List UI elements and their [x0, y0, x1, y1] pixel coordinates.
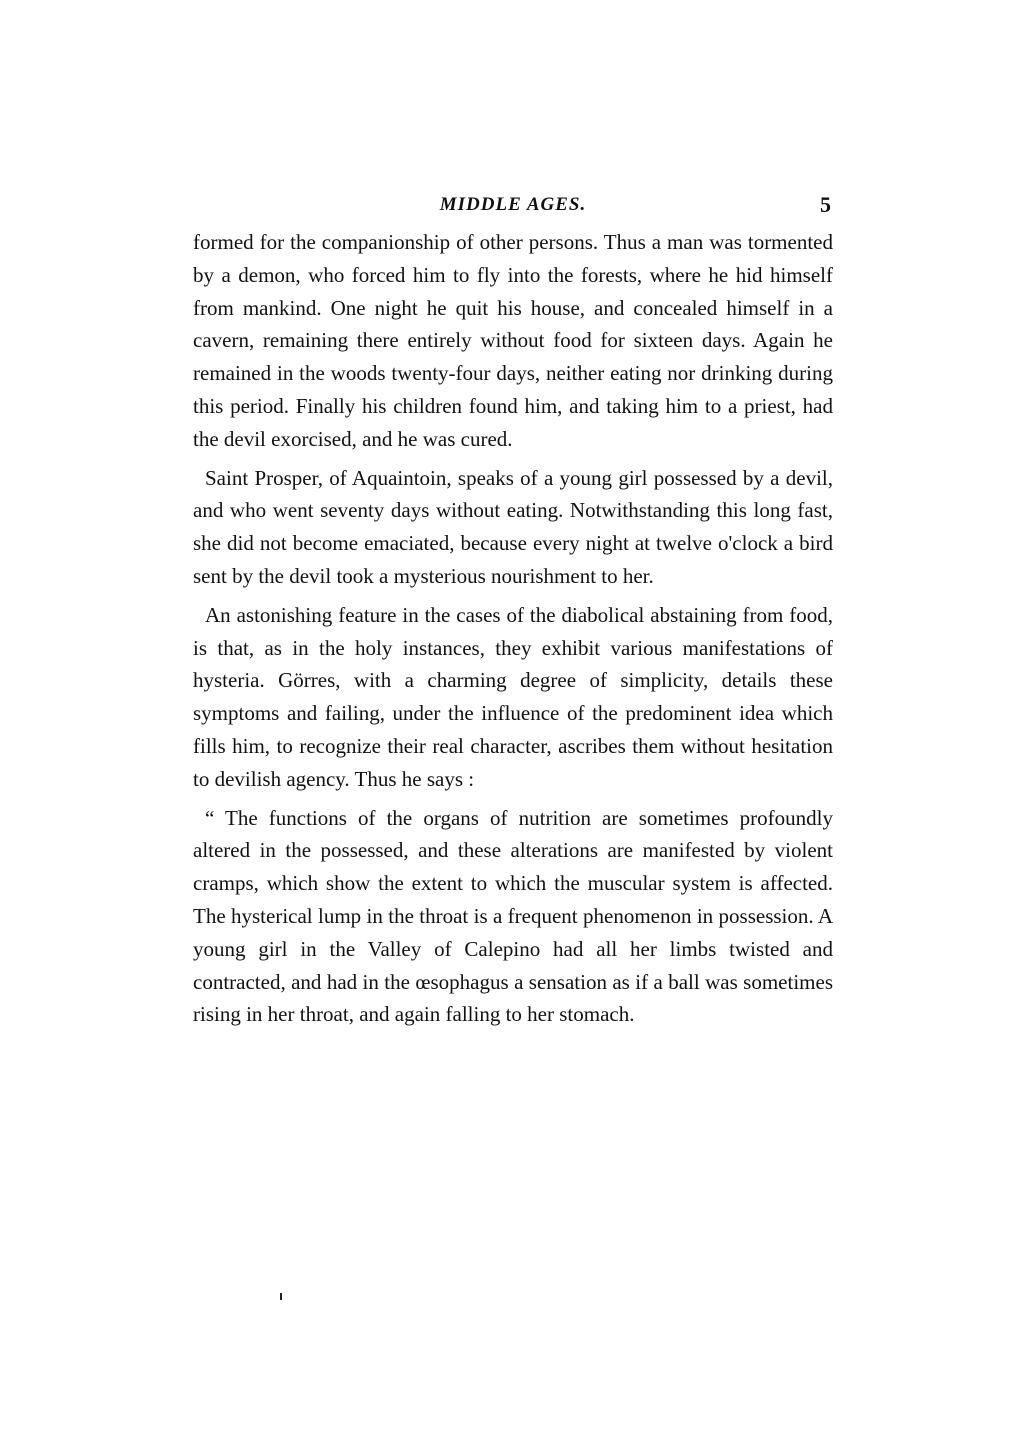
paragraph-continued: formed for the companionship of other persons. Thus a man was tormented by a demon, who forced him to fly into the forests, where he hid himself from mankind. One night he quit his house, and concealed himself in a cavern, remaining there entirely without food for sixteen days. Again he remained in the woods twenty-four days, neither eating nor drinking during this period. Finally his children found him, and taking him to a priest, had the devil exorcised, and he was cured.: [193, 230, 833, 451]
paragraph-saint-prosper: Saint Prosper, of Aquaintoin, speaks of a young girl possessed by a devil, and who went seventy days without eating. Notwithstanding this long fast, she did not become emaciated, because every night at twelve o'clock a bird sent by the devil took a mysterious nourishment to her.: [193, 465, 833, 588]
page-number: 5: [820, 192, 831, 217]
print-mark: [280, 1293, 282, 1300]
running-header: [193, 190, 833, 226]
book-page: [193, 190, 833, 1031]
paragraph-diabolical-abstaining: An astonishing feature in the cases of the diabolical abstaining from food, is that, as in the holy instances, they exhibit various manifestations of hysteria. Görres, with a charming degree of simplicity, details these symptoms and failing, under the influence of the predominent idea which fills him, to recognize their real character, ascribes them without hesitation to devilish agency. Thus he says :: [193, 602, 833, 791]
paragraph-gorres-quote: “ The functions of the organs of nutrition are sometimes profoundly altered in the possessed, and these alterations are manifested by violent cramps, which show the extent to which the muscular system is affected. The hysterical lump in the throat is a frequent phenomenon in possession. A young girl in the Valley of Calepino had all her limbs twisted and contracted, and had in the œsophagus a sensation as if a ball was sometimes rising in her throat, and again falling to her stomach.: [193, 805, 833, 1027]
running-title: MIDDLE AGES.: [439, 194, 587, 215]
